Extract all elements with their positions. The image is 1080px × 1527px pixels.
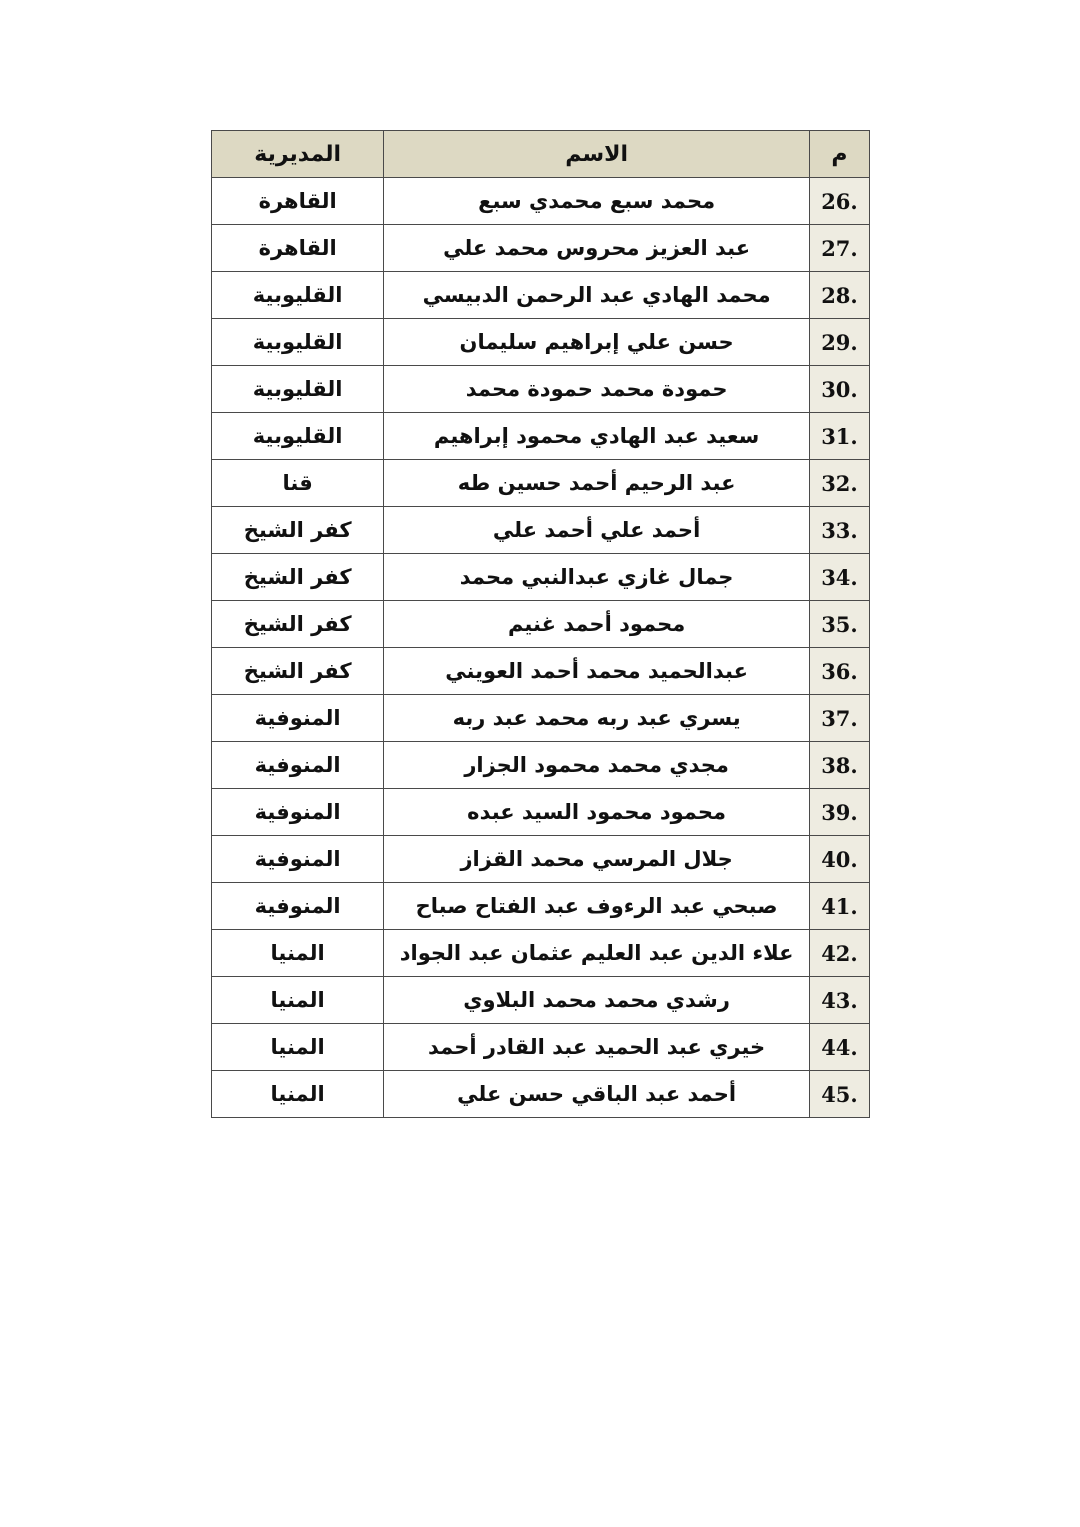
row-number: 30. xyxy=(809,366,869,413)
table-row xyxy=(212,554,870,601)
row-name: أحمد عبد الباقي حسن علي xyxy=(384,1071,810,1118)
row-directorate: المنيا xyxy=(212,1024,384,1071)
table-row xyxy=(212,1024,870,1071)
table-header xyxy=(212,131,870,178)
row-name: سعيد عبد الهادي محمود إبراهيم xyxy=(384,413,810,460)
row-directorate: القليوبية xyxy=(212,272,384,319)
row-number: 28. xyxy=(809,272,869,319)
row-name: عبدالحميد محمد أحمد العويني xyxy=(384,648,810,695)
row-name: علاء الدين عبد العليم عثمان عبد الجواد xyxy=(384,930,810,977)
row-number: 39. xyxy=(809,789,869,836)
row-name: يسري عبد ربه محمد عبد ربه xyxy=(384,695,810,742)
table-row xyxy=(212,601,870,648)
row-number: 40. xyxy=(809,836,869,883)
table-row xyxy=(212,930,870,977)
table-body xyxy=(212,178,870,1118)
row-number: 37. xyxy=(809,695,869,742)
row-directorate: القاهرة xyxy=(212,225,384,272)
table-row xyxy=(212,272,870,319)
row-directorate: القاهرة xyxy=(212,178,384,225)
row-name: حسن علي إبراهيم سليمان xyxy=(384,319,810,366)
row-name: عبد الرحيم أحمد حسين طه xyxy=(384,460,810,507)
row-directorate: المنيا xyxy=(212,1071,384,1118)
table-row xyxy=(212,460,870,507)
row-number: 38. xyxy=(809,742,869,789)
table-row xyxy=(212,977,870,1024)
names-table xyxy=(211,130,870,1118)
table-row xyxy=(212,695,870,742)
row-name: حمودة محمد حمودة محمد xyxy=(384,366,810,413)
table-row xyxy=(212,836,870,883)
row-directorate: كفر الشيخ xyxy=(212,554,384,601)
row-directorate: المنوفية xyxy=(212,695,384,742)
row-directorate: كفر الشيخ xyxy=(212,648,384,695)
row-name: محمود محمود السيد عبده xyxy=(384,789,810,836)
row-directorate: المنيا xyxy=(212,930,384,977)
table-row xyxy=(212,1071,870,1118)
row-name: صبحي عبد الرءوف عبد الفتاح صباح xyxy=(384,883,810,930)
row-number: 41. xyxy=(809,883,869,930)
table-row xyxy=(212,366,870,413)
row-directorate: المنوفية xyxy=(212,789,384,836)
row-number: 27. xyxy=(809,225,869,272)
row-name: محمد سبع محمدي سبع xyxy=(384,178,810,225)
header-name: الاسم xyxy=(384,131,810,178)
row-number: 34. xyxy=(809,554,869,601)
row-name: جمال غازي عبدالنبي محمد xyxy=(384,554,810,601)
row-directorate: المنوفية xyxy=(212,883,384,930)
row-directorate: قنا xyxy=(212,460,384,507)
row-directorate: المنيا xyxy=(212,977,384,1024)
table-row xyxy=(212,507,870,554)
row-number: 33. xyxy=(809,507,869,554)
row-number: 35. xyxy=(809,601,869,648)
table-row xyxy=(212,319,870,366)
row-name: خيري عبد الحميد عبد القادر أحمد xyxy=(384,1024,810,1071)
row-name: أحمد علي أحمد علي xyxy=(384,507,810,554)
row-name: جلال المرسي محمد القزاز xyxy=(384,836,810,883)
row-number: 29. xyxy=(809,319,869,366)
row-name: رشدي محمد محمد البلاوي xyxy=(384,977,810,1024)
row-name: محمد الهادي عبد الرحمن الدبيسي xyxy=(384,272,810,319)
row-number: 26. xyxy=(809,178,869,225)
row-number: 44. xyxy=(809,1024,869,1071)
row-directorate: المنوفية xyxy=(212,742,384,789)
row-number: 42. xyxy=(809,930,869,977)
row-number: 36. xyxy=(809,648,869,695)
row-directorate: القليوبية xyxy=(212,413,384,460)
row-number: 45. xyxy=(809,1071,869,1118)
header-directorate: المديرية xyxy=(212,131,384,178)
header-number: م xyxy=(809,131,869,178)
table-row xyxy=(212,742,870,789)
row-name: مجدي محمد محمود الجزار xyxy=(384,742,810,789)
row-number: 43. xyxy=(809,977,869,1024)
row-name: عبد العزيز محروس محمد علي xyxy=(384,225,810,272)
row-directorate: القليوبية xyxy=(212,366,384,413)
row-directorate: القليوبية xyxy=(212,319,384,366)
table-row xyxy=(212,225,870,272)
row-number: 32. xyxy=(809,460,869,507)
row-name: محمود أحمد غنيم xyxy=(384,601,810,648)
table-row xyxy=(212,789,870,836)
row-directorate: المنوفية xyxy=(212,836,384,883)
row-directorate: كفر الشيخ xyxy=(212,601,384,648)
row-number: 31. xyxy=(809,413,869,460)
row-directorate: كفر الشيخ xyxy=(212,507,384,554)
table-row xyxy=(212,883,870,930)
table-row xyxy=(212,413,870,460)
header-row xyxy=(212,131,870,178)
table-row xyxy=(212,648,870,695)
table-row xyxy=(212,178,870,225)
